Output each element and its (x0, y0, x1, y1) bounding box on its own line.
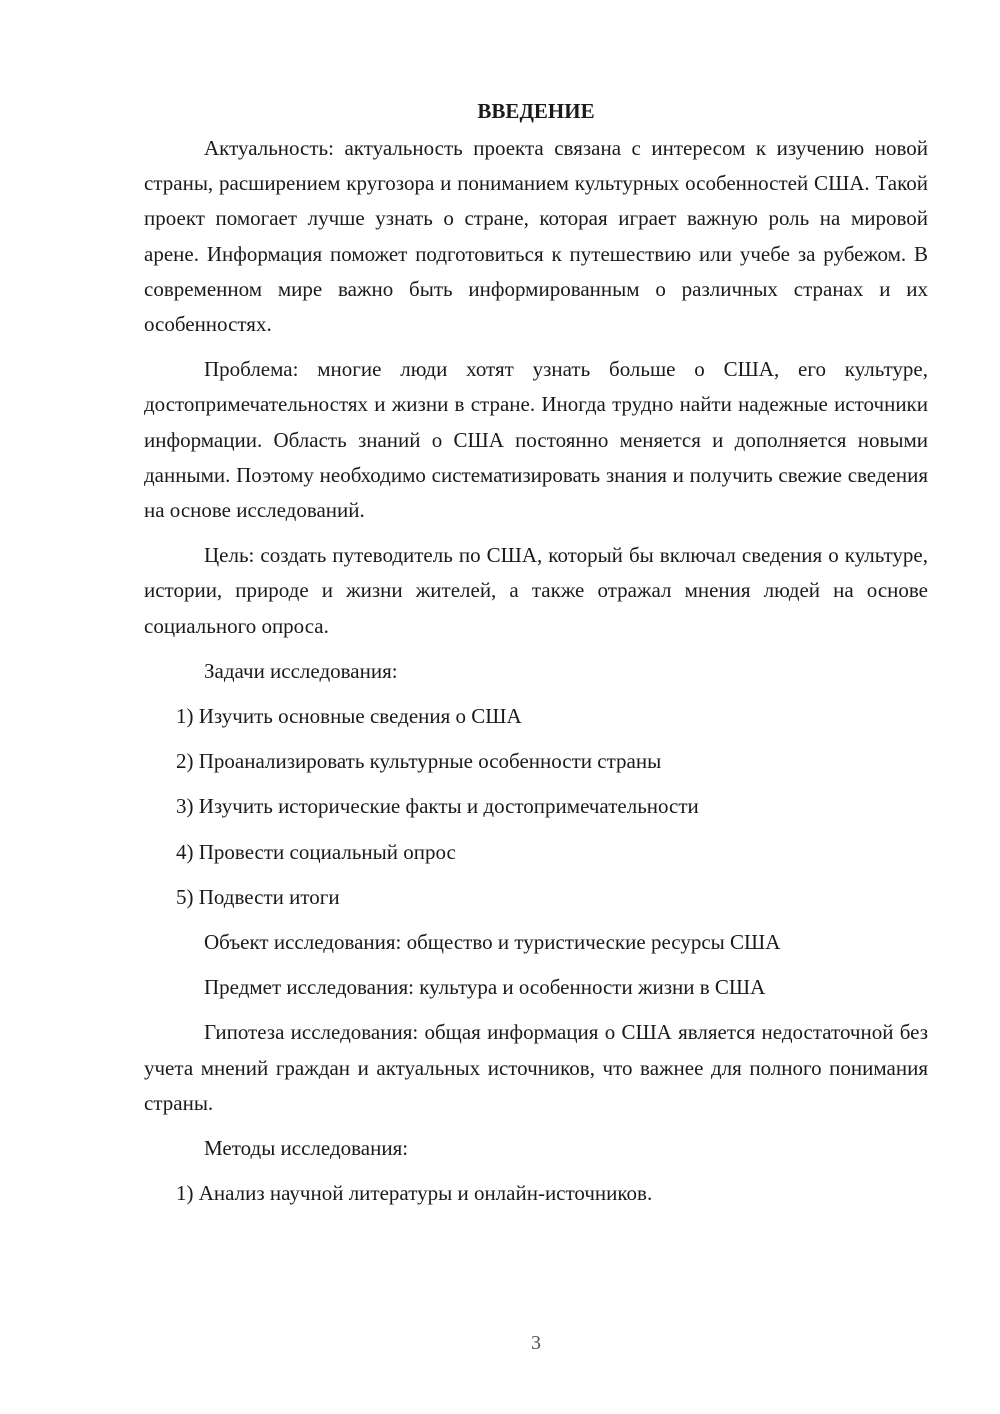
research-subject: Предмет исследования: культура и особенности жизни в США (204, 975, 766, 1000)
tasks-heading: Задачи исследования: (204, 658, 398, 683)
method-item-1: 1) Анализ научной литературы и онлайн-источников. (176, 1181, 653, 1206)
page-number: 3 (531, 1332, 541, 1354)
relevance-paragraph: Актуальность: актуальность проекта связана с интересом к изучению новой страны, расширением кругозора и пониманием культурных особенностей США. Такой проект помогает лучше узнать о стране, которая играет важную роль на мировой арене. Информация поможет подготовиться к путешествию или учебе за рубежом. В современном мире важно быть информированным о различных странах и их особенностях. (144, 136, 928, 337)
task-item-1: 1) Изучить основные сведения о США (176, 704, 522, 729)
task-item-3: 3) Изучить исторические факты и достопримечательности (176, 794, 699, 819)
problem-paragraph: Проблема: многие люди хотят узнать больше о США, его культуре, достопримечательностях и жизни в стране. Иногда трудно найти надежные источники информации. Область знаний о США постоянно меняется и дополняется новыми данными. Поэтому необходимо систематизировать знания и получить свежие сведения на основе исследований. (144, 357, 928, 523)
page-title: ВВЕДЕНИЕ (477, 99, 595, 123)
methods-heading: Методы исследования: (204, 1136, 409, 1161)
hypothesis-paragraph: Гипотеза исследования: общая информация о США является недостаточной без учета мнений граждан и актуальных источников, что важнее для полного понимания страны. (144, 1020, 928, 1115)
research-object: Объект исследования: общество и туристические ресурсы США (204, 930, 781, 955)
task-item-5: 5) Подвести итоги (176, 884, 340, 909)
task-item-2: 2) Проанализировать культурные особенности страны (176, 749, 662, 774)
goal-paragraph: Цель: создать путеводитель по США, который бы включал сведения о культуре, истории, природе и жизни жителей, а также отражал мнения людей на основе социального опроса. (144, 543, 928, 638)
task-item-4: 4) Провести социальный опрос (176, 839, 456, 864)
